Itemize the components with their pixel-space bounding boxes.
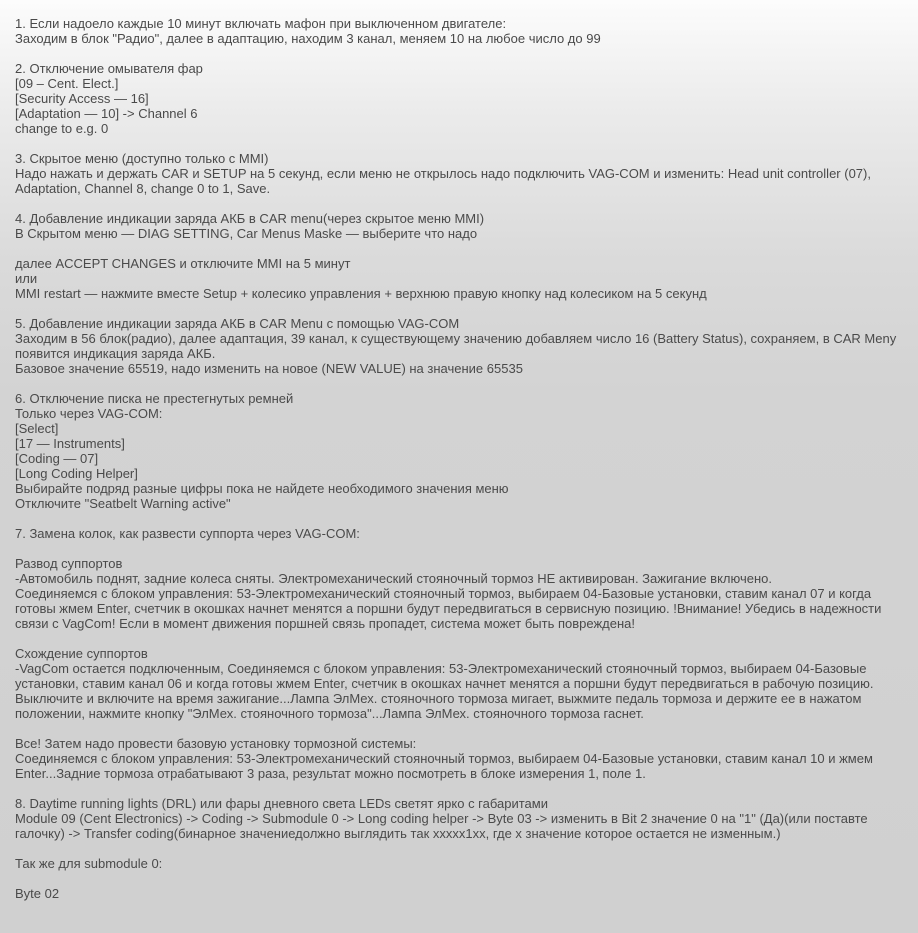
text-line: -Автомобиль поднят, задние колеса сняты. Электромеханический стояночный тормоз НЕ активирован. Зажигание включено. [15,571,772,586]
text-line: Все! Затем надо провести базовую установку тормозной системы: [15,736,417,751]
text-line: -VagCom остается подключенным, Соединяемся с блоком управления: 53-Электромеханический стояночный тормоз, выбираем 04-Базовые установки, ставим канал 06 и когда готовы жмем Enter, счетчик в окошках начнет менятся а поршни будут передвигаться в рабочую позицию. [15,661,874,691]
section-7-paragraph-2 [15,556,903,631]
section-1-paragraph-1 [15,16,903,46]
text-line: 1. Если надоело каждые 10 минут включать мафон при выключенном двигателе: [15,16,507,31]
text-line: Базовое значение 65519, надо изменить на новое (NEW VALUE) на значение 65535 [15,361,523,376]
section-7-paragraph-3 [15,646,903,721]
text-line: [09 – Cent. Elect.] [15,76,119,91]
text-line: Отключите "Seatbelt Warning active" [15,496,231,511]
text-line: 4. Добавление индикации заряда АКБ в CAR menu(через скрытое меню MMI) [15,211,485,226]
text-line: [Security Access — 16] [15,91,149,106]
text-line: [Long Coding Helper] [15,466,138,481]
text-line: 5. Добавление индикации заряда АКБ в CAR Menu с помощью VAG-COM [15,316,460,331]
text-line: В Скрытом меню — DIAG SETTING, Car Menus Maske — выберите что надо [15,226,478,241]
section-2-paragraph-1 [15,61,903,136]
text-line: [Coding — 07] [15,451,99,466]
text-line: Заходим в блок "Радио", далее в адаптацию, находим 3 канал, меняем 10 на любое число до 99 [15,31,601,46]
text-line: Так же для submodule 0: [15,856,163,871]
text-line: Надо нажать и держать CAR и SETUP на 5 секунд, если меню не открылось надо подключить VAG-COM и изменить: Head unit controller (07), [15,166,871,181]
text-line: или [15,271,38,286]
section-4-paragraph-1 [15,211,903,241]
section-5-paragraph-1 [15,316,903,376]
text-line: Только через VAG-COM: [15,406,163,421]
text-line: [17 — Instruments] [15,436,125,451]
section-7-paragraph-4 [15,736,903,781]
section-8-paragraph-1 [15,796,903,841]
section-4-paragraph-2 [15,256,903,301]
text-line: Соединяемся с блоком управления: 53-Электромеханический стояночный тормоз, выбираем 04-Базовые установки, ставим канал 07 и когда готовы жмем Enter, счетчик в окошках начнет менятся а поршни будут передвигаться в сервисную позицию. !Внимание! Убедись в надежности связи с VagCom! Если в момент движения поршней связь пропадет, система может быть повреждена! [15,586,886,631]
text-line: Выключите и включите на время зажигание...Лампа ЭлМех. стояночного тормоза мигает, выжмите педаль тормоза и держите ее в нажатом положении, нажмите кнопку "ЭлМех. стояночного тормоза"...Лампа ЭлМех. стояночного тормоза гаснет. [15,691,866,721]
text-line: Развод суппортов [15,556,123,571]
section-6-paragraph-1 [15,391,903,511]
section-8-paragraph-3 [15,886,903,901]
text-line: [Select] [15,421,59,436]
section-7-paragraph-1 [15,526,903,541]
text-line: Module 09 (Cent Electronics) -> Coding -> Submodule 0 -> Long coding helper -> Byte 03 -> изменить в Bit 2 значение 0 на "1" (Да)(или поставте галочку) -> Transfer coding(бинарное значениедолжно выглядить так xxxxx1xx, где x значение которое остается не изменным.) [15,811,872,841]
text-line: 6. Отключение писка не престегнутых ремней [15,391,294,406]
text-line: 7. Замена колок, как развести суппорта через VAG-COM: [15,526,360,541]
text-line: Byte 02 [15,886,60,901]
text-line: 2. Отключение омывателя фар [15,61,203,76]
text-line: 3. Скрытое меню (доступно только с MMI) [15,151,269,166]
text-line: Схождение суппортов [15,646,148,661]
section-3-paragraph-1 [15,151,903,196]
text-line: Соединяемся с блоком управления: 53-Электромеханический стояночный тормоз, выбираем 04-Базовые установки, ставим канал 10 и жмем Enter...Задние тормоза отрабатывают 3 раза, результат можно посмотреть в блоке измерения 1, поле 1. [15,751,877,781]
text-line: MMI restart — нажмите вместе Setup + колесико управления + верхнюю правую кнопку над колесиком на 5 секунд [15,286,707,301]
text-line: далее ACCEPT CHANGES и отключите MMI на 5 минут [15,256,351,271]
section-8-paragraph-2 [15,856,903,871]
text-line: Выбирайте подряд разные цифры пока не найдете необходимого значения меню [15,481,509,496]
text-line: [Adaptation — 10] -> Channel 6 [15,106,198,121]
text-line: change to e.g. 0 [15,121,109,136]
text-line: Заходим в 56 блок(радио), далее адаптация, 39 канал, к существующему значению добавляем число 16 (Battery Status), сохраняем, в CAR Meny появится индикация заряда АКБ. [15,331,900,361]
text-line: Adaptation, Channel 8, change 0 to 1, Save. [15,181,271,196]
text-line: 8. Daytime running lights (DRL) или фары дневного света LEDs светят ярко с габаритами [15,796,548,811]
